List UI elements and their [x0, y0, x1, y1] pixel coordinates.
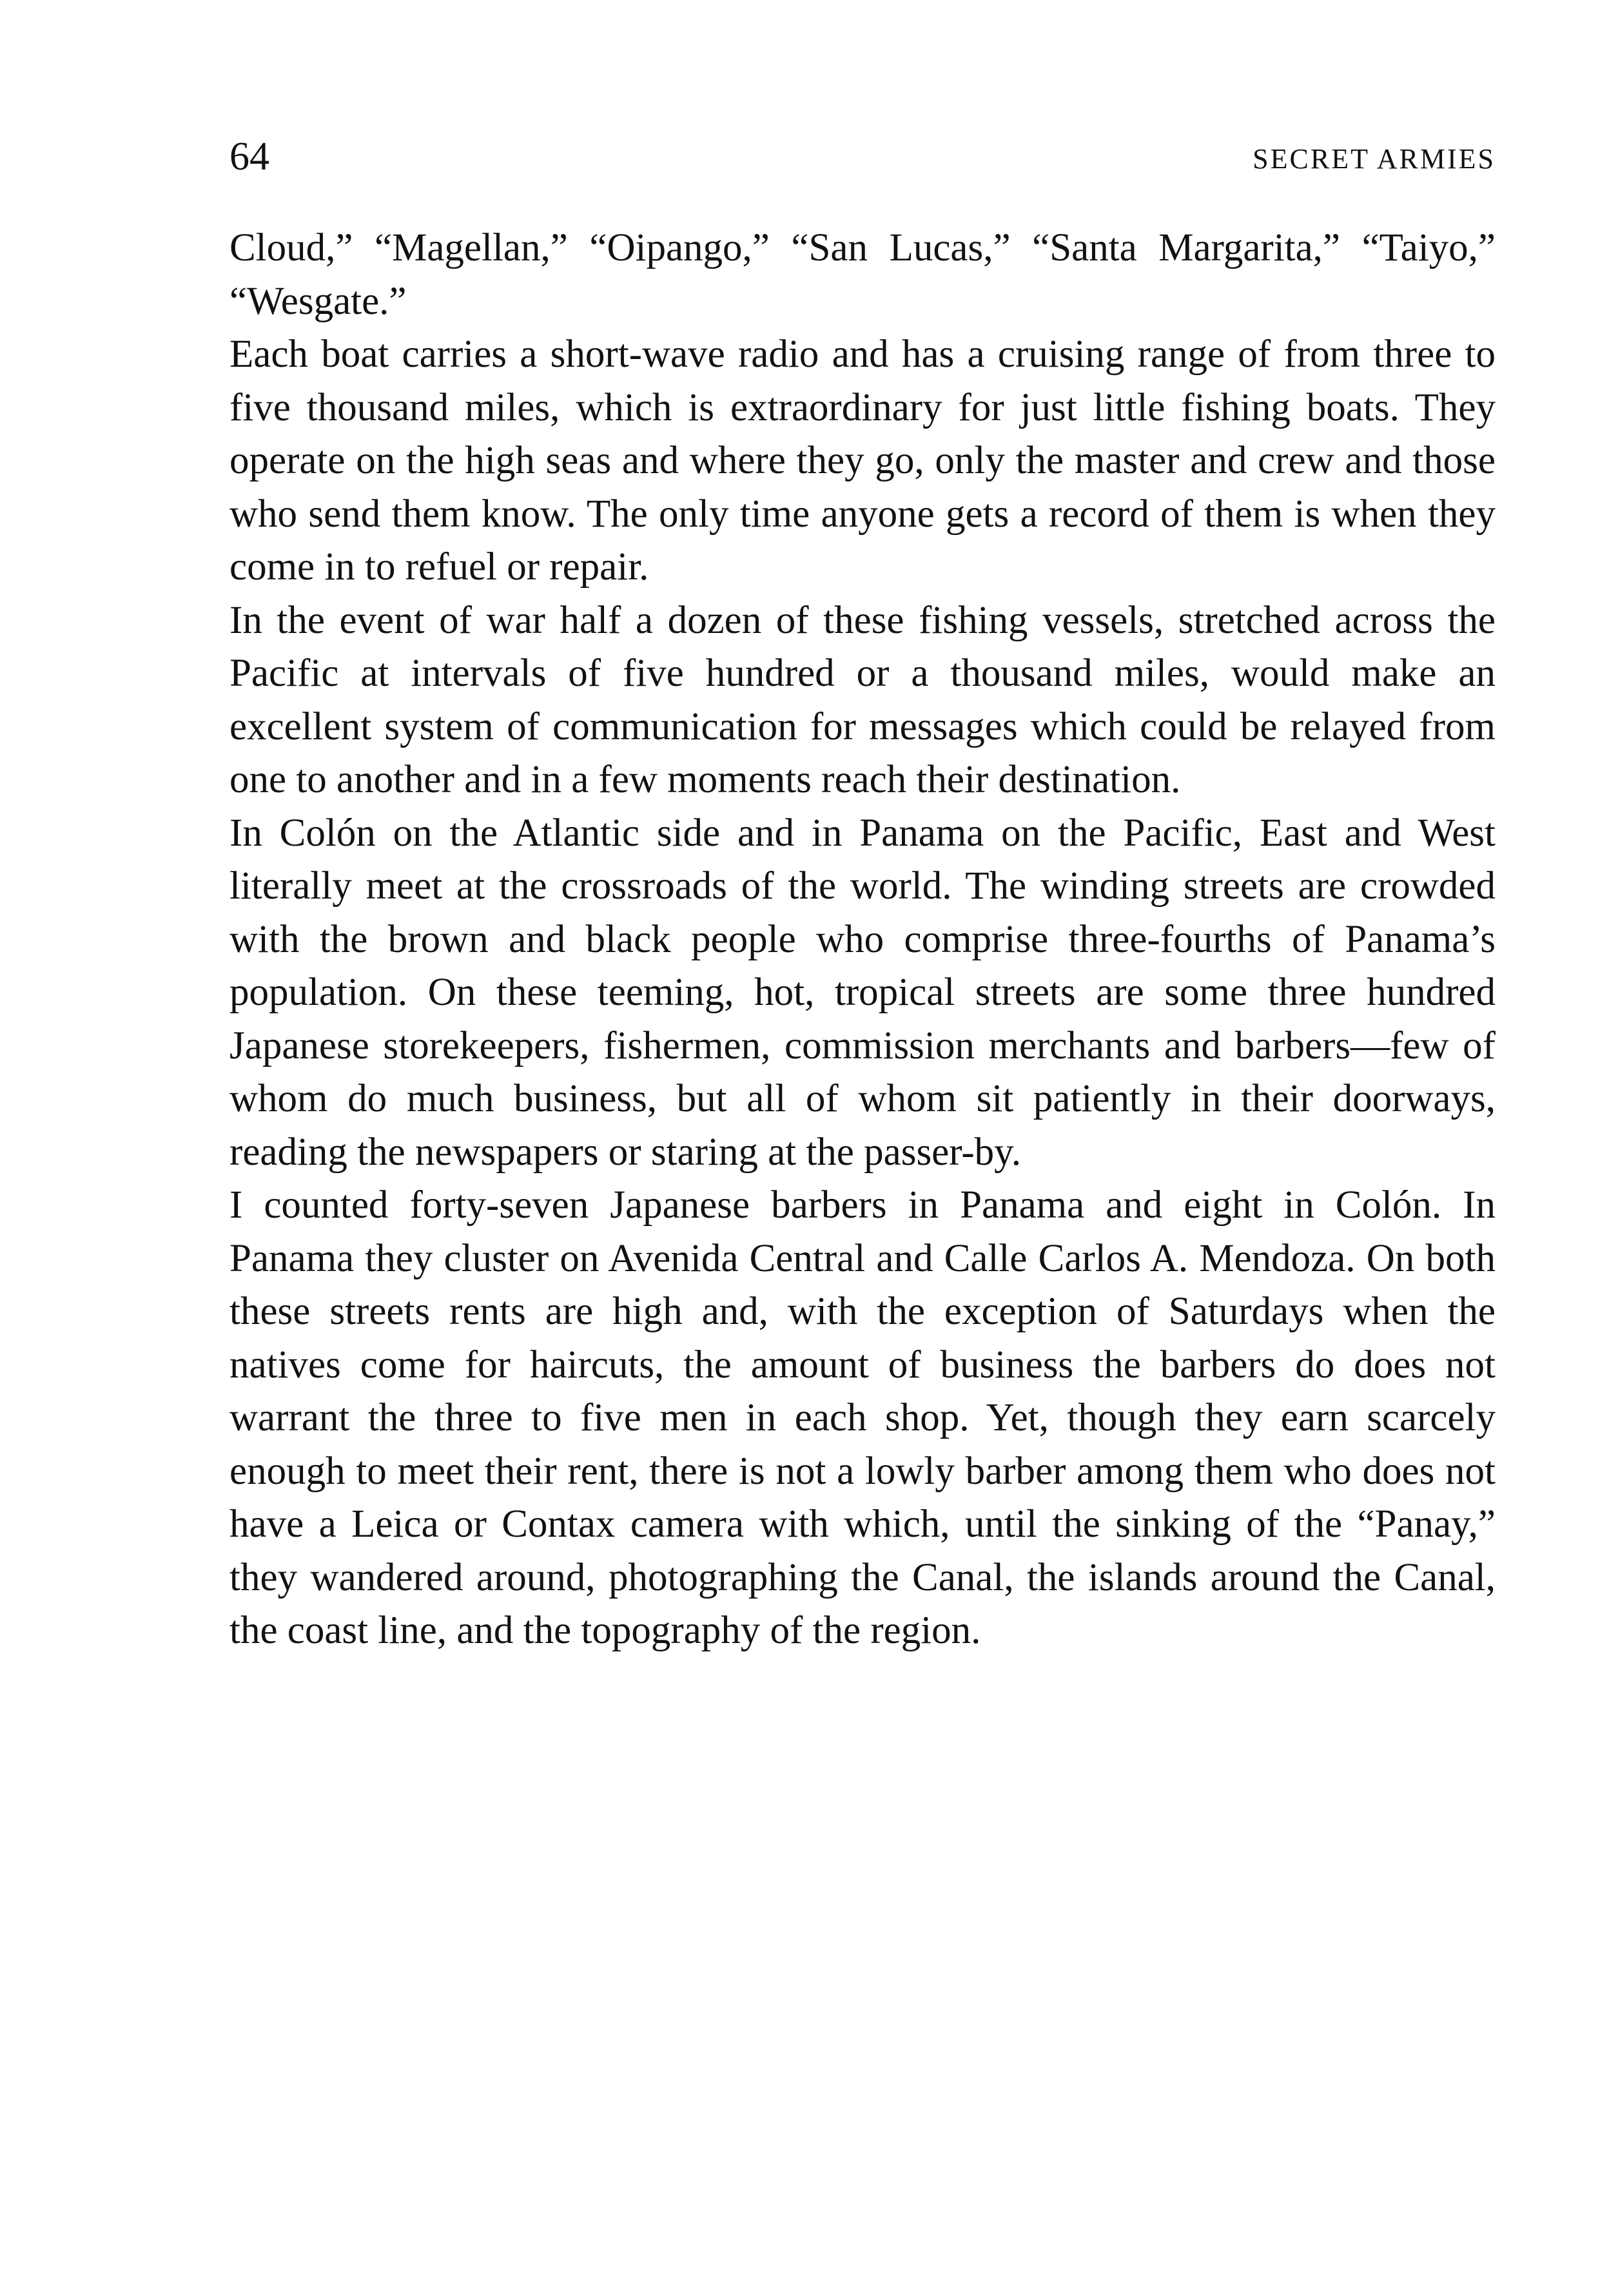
paragraph-japanese-barbers: I counted forty-seven Japanese barbers in Panama and eight in Colón. In Panama they cluster on Avenida Central and Calle Carlos A. Mendoza. On both these streets rents are high and, with the exception of Saturdays when the natives come for haircuts, the amount of business the barbers do does not warrant the three to five men in each shop. Yet, though they earn scarcely enough to meet their rent, there is not a lowly barber among them who does not have a Leica or Contax camera with which, until the sinking of the “Panay,” they wandered around, photographing the Canal, the islands around the Canal, the coast line, and the topography of the region.	[229, 1183, 1496, 1652]
book-page	[229, 128, 1496, 1658]
page-number: 64	[229, 135, 269, 179]
paragraph-colon-panama: In Colón on the Atlantic side and in Panama on the Pacific, East and West literally meet at the crossroads of the world. The winding streets are crowded with the brown and black people who comprise three-fourths of Panama’s population. On these teeming, hot, tropical streets are some three hundred Japanese storekeepers, fishermen, commission merchants and barbers—few of whom do much business, but all of whom sit patiently in their doorways, reading the newspapers or staring at the passer-by.	[229, 811, 1496, 1174]
paragraph-war-communication: In the event of war half a dozen of these fishing vessels, stretched across the Pacific at intervals of five hundred or a thousand miles, would make an excellent system of communication for messages which could be relayed from one to another and in a few moments reach their destination.	[229, 598, 1496, 801]
paragraph-continuation: Cloud,” “Magellan,” “Oipango,” “San Lucas,” “Santa Margarita,” “Taiyo,” “Wesgate.”	[229, 226, 1496, 323]
paragraph-boat-radio: Each boat carries a short-wave radio and has a cruising range of from three to five thousand miles, which is extraordinary for just little fishing boats. They operate on the high seas and where they go, only the master and crew and those who send them know. The only time anyone gets a record of them is when they come in to refuel or repair.	[229, 333, 1496, 589]
running-title: SECRET ARMIES	[1253, 143, 1496, 175]
running-head	[229, 128, 1496, 199]
body-text	[229, 222, 1496, 1658]
